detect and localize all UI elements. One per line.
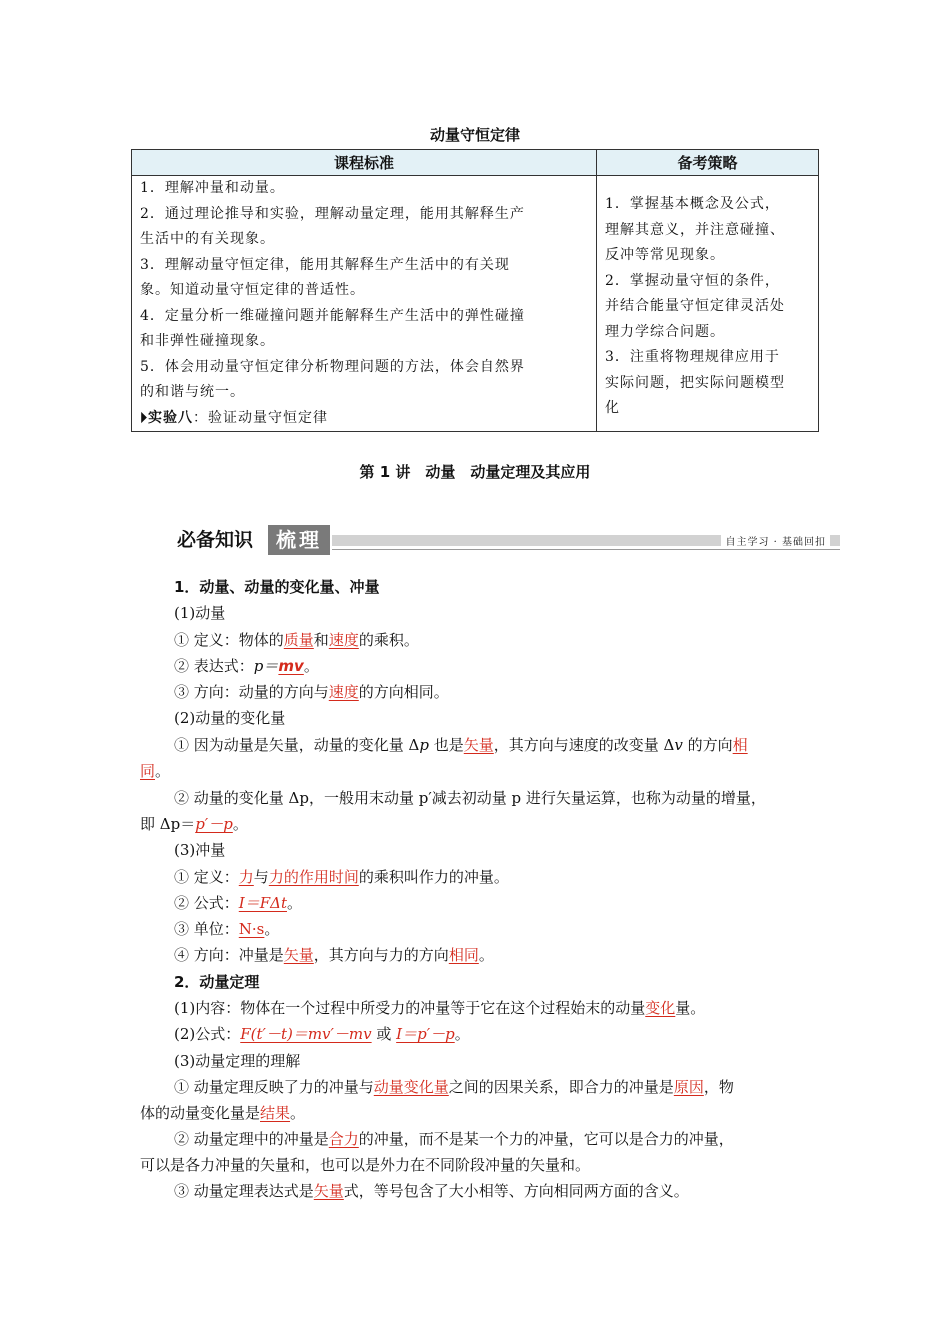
standard-line: 5．体会用动量守恒定律分析物理问题的方法，体会自然界 [140,358,525,375]
strategy-line: 化 [605,400,620,416]
answer-blank: 速度 [328,631,359,649]
answer-blank: 力 [238,868,254,886]
standards-cell [132,176,597,432]
text: 的乘积叫作力的冲量。 [358,868,509,886]
subsection-heading: (3)动量定理的理解 [174,1052,301,1070]
text-line [174,1128,734,1149]
section-heading: 2．动量定理 [174,973,260,991]
text-line: 可以是各力冲量的矢量和，也可以是外力在不同阶段冲量的矢量和。 [140,1156,591,1174]
banner-highlight: 梳理 [268,525,330,555]
text: 也是 [428,736,464,754]
text: 的方向相同。 [358,683,449,701]
answer-blank: 矢量 [463,736,494,754]
answer-blank: 同 [140,762,156,780]
text: 。 [264,920,280,938]
play-circle-icon: ⏵ [140,409,148,426]
answer-blank: 质量 [283,631,314,649]
text: (2)公式： [174,1025,241,1043]
experiment-line [140,406,588,432]
answer-blank: 结果 [260,1104,291,1122]
text: 。 [155,762,171,780]
strategy-line: 3．注重将物理规律应用于 [605,349,780,365]
text: (1)内容：物体在一个过程中所受力的冲量等于它在这个过程始末的动量 [174,999,646,1017]
text: ① 因为动量是矢量，动量的变化量 Δ [174,736,420,754]
answer-blank: I＝FΔt [238,894,287,912]
banner-rule-thin [332,549,840,550]
standard-line: 4．定量分析一维碰撞问题并能解释生产生活中的弹性碰撞 [140,307,525,324]
strategy-line: 2．掌握动量守恒的条件， [605,272,780,289]
text: 与 [253,868,269,886]
text-line [174,1023,470,1044]
standard-line: 生活中的有关现象。 [140,231,275,247]
strategy-line: 反冲等常见现象。 [605,247,725,263]
standard-line: 象。知道动量守恒定律的普适性。 [140,282,365,298]
text: 的方向 [682,736,733,754]
text: 的冲量，而不是某一个力的冲量，它可以是合力的冲量， [358,1130,734,1148]
text: ④ 方向：冲量是 [174,946,284,964]
text-line [174,655,319,676]
page-title: 动量守恒定律 [429,126,520,144]
answer-blank: N·s [238,920,265,938]
text: 即 Δp＝ [140,815,196,833]
text: ② 公式： [174,894,239,912]
text-line [174,892,302,913]
standard-line: 的和谐与统一。 [140,384,245,400]
text-line [174,944,494,965]
banner-subtitle: 自主学习 · 基础回扣 [721,533,830,548]
answer-blank: mv [278,657,304,675]
strategy-line: 1．掌握基本概念及公式， [605,196,780,212]
text-line [174,1180,689,1201]
text: 量。 [675,999,706,1017]
text: ② 动量定理中的冲量是 [174,1130,329,1148]
text: ① 定义： [174,868,239,886]
strategy-line: 理力学综合问题。 [605,323,725,340]
answer-blank: 矢量 [313,1182,344,1200]
text: 。 [478,946,494,964]
text: ，其方向与力的方向 [313,946,449,964]
strategy-line: 实际问题，把实际问题模型 [605,374,785,391]
experiment-text: ：验证动量守恒定律 [193,409,328,426]
text-line [174,866,509,887]
text: 。 [232,815,248,833]
text-line [174,629,419,650]
section-heading: 1．动量、动量的变化量、冲量 [174,578,380,596]
text: 。 [290,1104,306,1122]
answer-blank: F(t′－t)＝mv′－mv [240,1025,372,1043]
text: ② 表达式： [174,657,254,675]
text: 。 [303,657,319,675]
answer-blank: 动量变化量 [373,1078,449,1096]
text-line [140,1102,305,1123]
text: 。 [454,1025,470,1043]
standard-line: 2．通过理论推导和实验，理解动量定理，能用其解释生产 [140,205,525,222]
answer-blank: p′－p [195,815,233,833]
answer-blank: 原因 [673,1078,704,1096]
text: ，其方向与速度的改变量 Δ [493,736,675,754]
symbol: v [674,736,683,754]
text: 体的动量变化量是 [140,1104,261,1122]
answer-blank: 速度 [328,683,359,701]
text: 之间的因果关系，即合力的冲量是 [448,1078,674,1096]
header-standards: 课程标准 [132,150,597,176]
text-line [140,760,170,781]
text-line [174,734,748,755]
section-banner [170,524,840,558]
standard-line: 1．理解冲量和动量。 [140,180,285,196]
text-line [174,681,449,702]
strategy-cell [597,176,819,432]
text-line: ② 动量的变化量 Δp，一般用末动量 p′减去初动量 p 进行矢量运算，也称为动量的增量， [174,789,766,807]
text: ③ 单位： [174,920,239,938]
text: 式，等号包含了大小相等、方向相同两方面的含义。 [343,1182,689,1200]
text: ① 定义：物体的 [174,631,284,649]
subsection-heading: (3)冲量 [174,841,226,859]
standard-line: 和非弹性碰撞现象。 [140,333,275,349]
text: 或 [371,1025,397,1043]
experiment-label: 实验八 [148,409,193,426]
text: 和 [313,631,329,649]
text: 的乘积。 [358,631,419,649]
text-line [140,813,248,834]
answer-blank: 相 [732,736,748,754]
text: ① 动量定理反映了力的冲量与 [174,1078,374,1096]
subsection-heading: (1)动量 [174,604,226,622]
header-strategy: 备考策略 [597,150,819,176]
text-line [174,918,279,939]
formula: p＝ [253,657,279,675]
strategy-line: 理解其意义，并注意碰撞、 [605,221,785,238]
standard-line: 3．理解动量守恒定律，能用其解释生产生活中的有关现 [140,256,510,273]
answer-blank: 变化 [645,999,676,1017]
text: ③ 动量定理表达式是 [174,1182,314,1200]
text: 。 [286,894,302,912]
text: ，物 [703,1078,734,1096]
strategy-line: 并结合能量守恒定律灵活处 [605,298,785,314]
symbol: p [419,736,429,754]
lecture-title: 第 1 讲 动量 动量定理及其应用 [359,463,591,481]
subsection-heading: (2)动量的变化量 [174,709,286,727]
answer-blank: 合力 [328,1130,359,1148]
text-line [174,997,705,1018]
answer-blank: 相同 [448,946,479,964]
curriculum-table [131,149,819,432]
answer-blank: 力的作用时间 [268,868,359,886]
text-line [174,1076,734,1097]
answer-blank: I＝p′－p [396,1025,455,1043]
answer-blank: 矢量 [283,946,314,964]
text: ③ 方向：动量的方向与 [174,683,329,701]
banner-main-text: 必备知识 [173,527,259,553]
